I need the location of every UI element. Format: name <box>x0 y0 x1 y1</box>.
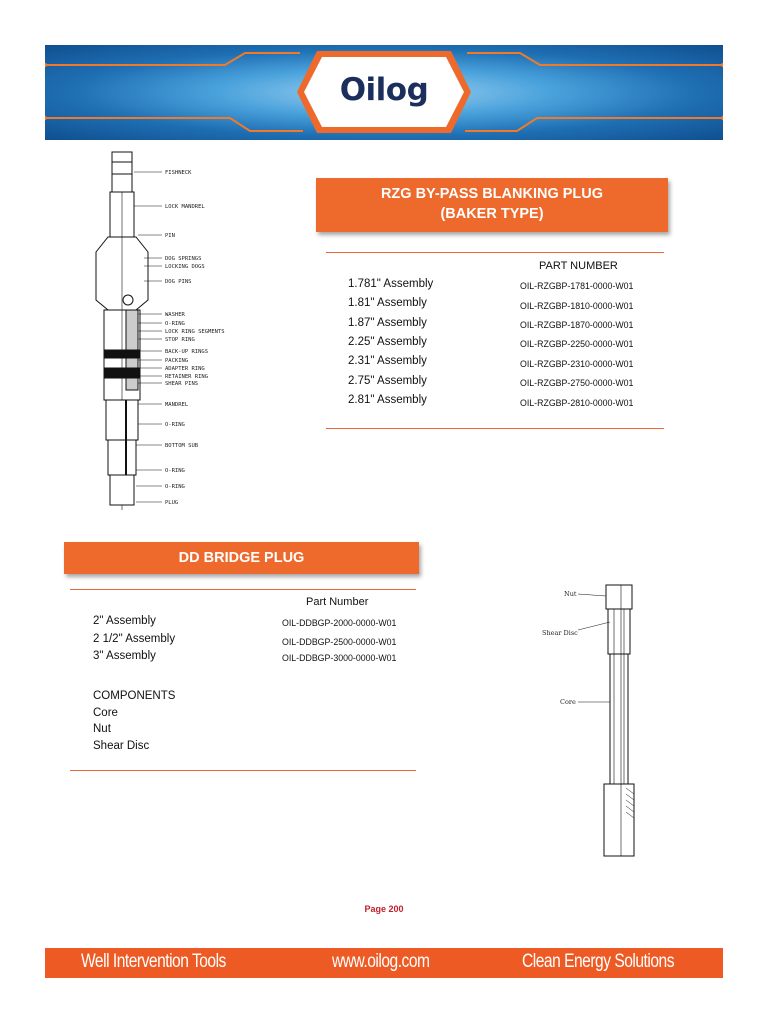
diagram-label: PACKING <box>165 358 189 364</box>
header-banner <box>45 45 723 140</box>
dd-component-shear-disc: Shear Disc <box>93 740 150 752</box>
diagram-label: O-RING <box>165 484 185 490</box>
diagram-label: O-RING <box>165 468 185 474</box>
page-number: Page 200 <box>364 904 404 914</box>
rzg-plug-diagram <box>82 140 242 520</box>
dd-component-nut: Nut <box>93 723 111 735</box>
diagram-label: STOP RING <box>165 337 195 343</box>
diagram-label: DOG SPRINGS <box>165 256 202 262</box>
rzg-title-line1: RZG BY-PASS BLANKING PLUG <box>380 186 604 202</box>
dd-diagram-shear-disc-label: Shear Disc <box>542 629 578 637</box>
diagram-label: PIN <box>165 233 175 239</box>
rzg-top-rule <box>326 252 664 253</box>
dd-diagram-nut-label: Nut <box>564 590 577 598</box>
dd-plug-diagram <box>538 580 668 865</box>
rzg-bottom-rule <box>326 428 664 429</box>
dd-part-3: OIL-DDBGP-3000-0000-W01 <box>282 653 397 663</box>
footer-tagline-left: Well Intervention Tools <box>81 951 226 972</box>
dd-part-2: OIL-DDBGP-2500-0000-W01 <box>282 637 397 647</box>
diagram-label: BACK-UP RINGS <box>165 349 209 355</box>
dd-top-rule <box>70 589 416 590</box>
dd-assembly-3: 3" Assembly <box>93 650 156 662</box>
rzg-title-line2: (BAKER TYPE) <box>440 206 544 222</box>
oilog-logo: Oilog <box>339 72 429 108</box>
dd-part-number-header: Part Number <box>306 596 369 608</box>
diagram-label: PLUG <box>165 500 179 506</box>
diagram-label: LOCK MANDREL <box>165 204 205 210</box>
diagram-label: MANDREL <box>165 402 189 408</box>
rzg-assembly-4: 2.25" Assembly <box>348 336 427 348</box>
diagram-label: RETAINER RING <box>165 374 209 380</box>
dd-bottom-rule <box>70 770 416 771</box>
dd-assembly-2: 2 1/2" Assembly <box>93 633 176 645</box>
rzg-assembly-6: 2.75" Assembly <box>348 375 427 387</box>
diagram-label: SHEAR PINS <box>165 381 199 387</box>
rzg-assembly-5: 2.31" Assembly <box>348 355 427 367</box>
dd-section-header: DD BRIDGE PLUG <box>64 542 419 574</box>
rzg-part-4: OIL-RZGBP-2250-0000-W01 <box>520 339 634 349</box>
dd-part-1: OIL-DDBGP-2000-0000-W01 <box>282 618 397 628</box>
rzg-section-header <box>316 178 668 232</box>
dd-assembly-1: 2" Assembly <box>93 615 156 627</box>
footer-tagline-right: Clean Energy Solutions <box>522 951 675 972</box>
rzg-assembly-1: 1.781" Assembly <box>348 278 434 290</box>
rzg-part-3: OIL-RZGBP-1870-0000-W01 <box>520 320 634 330</box>
footer-bar <box>45 948 723 978</box>
dd-diagram-core-label: Core <box>560 698 576 706</box>
diagram-label: LOCKING DOGS <box>165 264 205 270</box>
diagram-label: DOG PINS <box>165 279 192 285</box>
dd-components-header: COMPONENTS <box>93 690 176 702</box>
diagram-label: ADAPTER RING <box>165 366 205 372</box>
rzg-assembly-3: 1.87" Assembly <box>348 317 427 329</box>
footer-website-link[interactable]: www.oilog.com <box>332 951 430 972</box>
rzg-part-2: OIL-RZGBP-1810-0000-W01 <box>520 301 634 311</box>
diagram-label: WASHER <box>165 312 185 318</box>
rzg-part-7: OIL-RZGBP-2810-0000-W01 <box>520 398 634 408</box>
rzg-part-1: OIL-RZGBP-1781-0000-W01 <box>520 281 634 291</box>
diagram-label: O-RING <box>165 422 185 428</box>
rzg-part-6: OIL-RZGBP-2750-0000-W01 <box>520 378 634 388</box>
rzg-assembly-2: 1.81" Assembly <box>348 297 427 309</box>
diagram-label: LOCK RING SEGMENTS <box>165 329 225 335</box>
rzg-assembly-7: 2.81" Assembly <box>348 394 427 406</box>
rzg-part-5: OIL-RZGBP-2310-0000-W01 <box>520 359 634 369</box>
diagram-label: BOTTOM SUB <box>165 443 199 449</box>
dd-component-core: Core <box>93 707 118 719</box>
rzg-part-number-header: PART NUMBER <box>539 260 618 272</box>
diagram-label: O-RING <box>165 321 185 327</box>
diagram-label: FISHNECK <box>165 170 192 176</box>
